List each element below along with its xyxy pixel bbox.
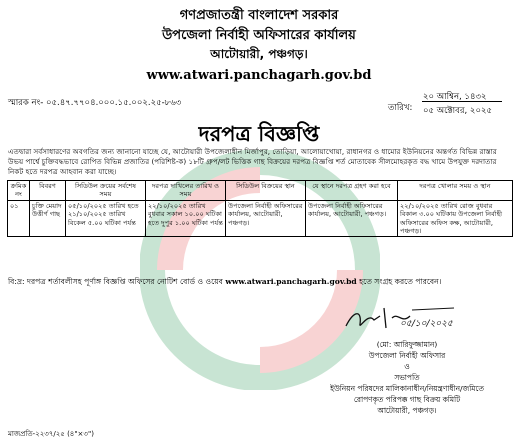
table-cell: উপজেলা নির্বাহী অফিসারের কার্যালয়, আটোয়ারী, পঞ্চগড়। — [306, 200, 398, 237]
table-cell: ২২/১০/২০২৫ তারিখ রোজ বুধবার বিকাল ৩.০০ ঘটিকায় উপজেলা নির্বাহী অফিসারের অফিস কক্ষ, আটোয়ারী, পঞ্চগড়। — [398, 200, 513, 237]
footer-reference: মাজপ্রতি-২২৩৭/২৫ (৪"×৩") — [8, 430, 94, 438]
table-header: ক্রমিক নং — [8, 181, 30, 201]
memo-number: স্মারক নং- ০৫.৪৭.৭৭০৪.০০০.১৫.০০২.২৫-৮৬৩ — [8, 98, 182, 108]
signatory-role: সভাপতি — [394, 373, 420, 382]
website-link[interactable]: www.atwari.panchagarh.gov.bd — [146, 68, 372, 83]
signatory-and: ও — [404, 362, 410, 371]
table-header: সিডিউল ক্রয়ের সর্বশেষ সময় — [66, 181, 146, 201]
date-english: ০৫ অক্টোবর, ২০২৫ — [423, 106, 493, 116]
tender-table — [7, 180, 513, 237]
signatory-name: (মো: আরিফুজ্জামান) — [376, 340, 438, 349]
signature-date: ০৫/১০/২০২৫ — [400, 319, 453, 329]
date-bangla: ২০ আশ্বিন, ১৪৩২ — [423, 92, 487, 102]
office-title: উপজেলা নির্বাহী অফিসারের কার্যালয় — [162, 28, 356, 43]
table-header: সিডিউল বিক্রয়ের স্থান — [226, 181, 306, 201]
notice-note — [8, 276, 508, 287]
signatory-committee-line2: রোপণকৃত পরিপক্ক গাছ বিক্রয় কমিটি — [353, 395, 461, 404]
notice-title: দরপত্র বিজ্ঞপ্তি — [198, 122, 320, 146]
note-prefix: বি:দ্র: দরপত্র শর্তাবলীসহ পূর্ণাঙ্গ বিজ্ঞপ্তি অফিসের নোটিশ বোর্ড ও ওয়েব — [8, 277, 223, 286]
note-suffix: হতে সংগ্রহ করতে পারবেন। — [359, 277, 442, 286]
signatory-place: আটোয়ারী, পঞ্চগড়। — [377, 406, 437, 415]
notice-intro: এতদ্বারা সর্বসাধারণের অবগতির জন্য জানানো যাচ্ছে যে, আটোয়ারী উপজেলাধীন মির্জাপুর, তোড়িয়া, আলোয়াখোয়া, রাধানগর ও ধামোর ইউনিয়নের অন্তর্গত বিভিন্ন রাস্তার উভয় পার্শ্বে চুক্তিবদ্ধভাবে রোপিত বিভিন্ন প্রজাতির (পরিশিষ্ট-ক) ১৮টি গ্রুপ/লট ভিত্তিক গাছ বিক্রয়ের দরপত্র বিজ্ঞপ্তি শর্ত মোতাবেক সীলমোহরকৃত বদ্ধ খামে উপযুক্ত দরদাতার নিকট হতে দরপত্র আহবান করা যাচ্ছে। — [8, 147, 497, 176]
table-header: যে স্থানে দরপত্র গ্রহণ করা হবে — [306, 181, 398, 201]
date-divider — [422, 101, 502, 102]
table-cell: উপজেলা নির্বাহী অফিসারের কার্যালয়, আটোয়ারী, পঞ্চগড়। — [226, 200, 306, 237]
table-cell: ০৫/১০/২০২৫ তারিখ হতে ২১/১০/২০২৫ তারিখ বিকেল ৫.০০ ঘটিকা পর্যন্ত — [66, 200, 146, 237]
date-label: তারিখ: — [388, 103, 413, 113]
table-cell: ০১ — [8, 200, 30, 237]
table-header: বিবরণ — [30, 181, 66, 201]
note-website-link[interactable]: www.atwari.panchagarh.gov.bd — [225, 277, 357, 286]
table-header-row — [8, 181, 513, 201]
table-cell: চুক্তি মেয়াদ উত্তীর্ণ গাছ — [30, 200, 66, 237]
table-cell: ২২/১০/২০২৫ তারিখ বুধবার সকাল ১০.০০ ঘটিকা হতে দুপুর ১.০০ ঘটিকা পর্যন্ত — [146, 200, 226, 237]
signatory-designation: উপজেলা নির্বাহী অফিসার — [368, 351, 446, 360]
table-header: দরপত্র দাখিলের তারিখ ও সময় — [146, 181, 226, 201]
office-location: আটোয়ারী, পঞ্চগড়। — [210, 47, 308, 61]
govt-title: গণপ্রজাতন্ত্রী বাংলাদেশ সরকার — [179, 8, 339, 23]
signatory-committee-line1: ইউনিয়ন পরিষদের মালিকানাধীন/নিয়ন্ত্রণাধীন/জমিতে — [330, 384, 484, 393]
table-row — [8, 200, 513, 237]
table-header: দরপত্র খোলার সময় ও স্থান — [398, 181, 513, 201]
